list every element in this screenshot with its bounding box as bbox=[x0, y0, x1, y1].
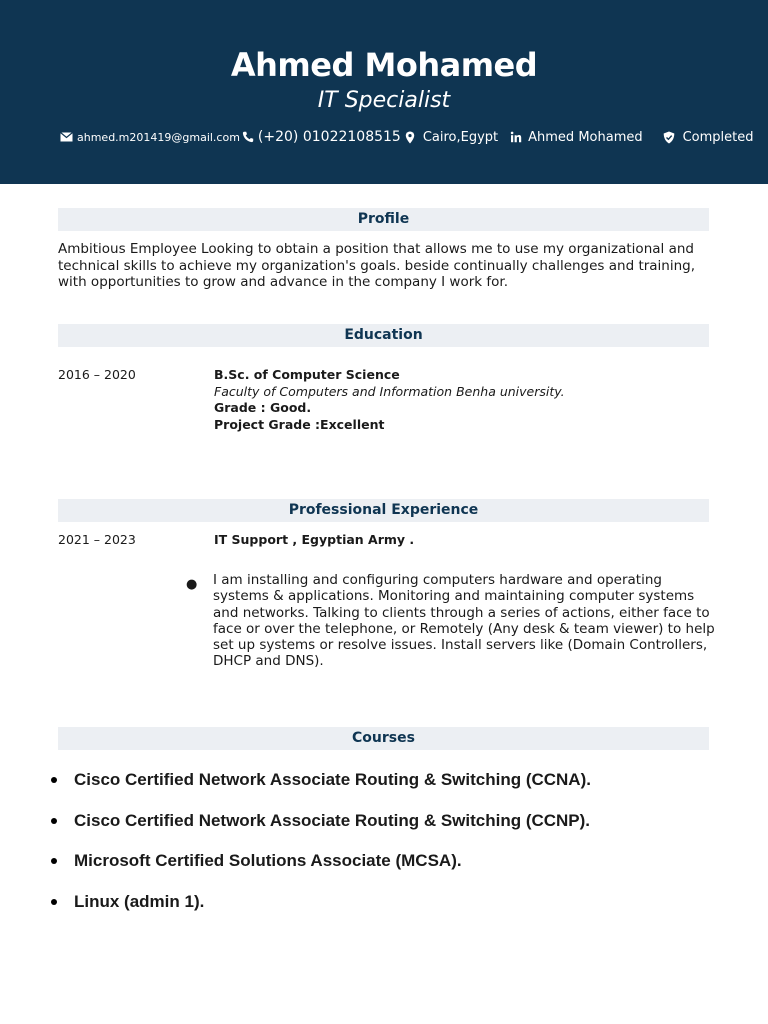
location-text: Cairo,Egypt bbox=[422, 129, 499, 145]
list-item bbox=[48, 770, 591, 811]
envelope-icon bbox=[60, 132, 73, 142]
profile-heading: Profile bbox=[58, 208, 709, 231]
courses-heading: Courses bbox=[58, 727, 709, 750]
phone-text: (+20) 01022108515 bbox=[257, 129, 401, 145]
contact-linkedin[interactable] bbox=[510, 130, 642, 145]
education-degree: B.Sc. of Computer Science bbox=[214, 367, 400, 382]
experience-description: I am installing and configuring computers hardware and operating systems & applications. Monitoring and maintaining computer systems and networks. Talking to clients through a series of actions, either face to face or over the telephone, or Remotely (Any desk & team viewer) to help set up systems or resolve issues. Install servers like (Domain Controllers, DHCP and DNS). bbox=[213, 572, 715, 670]
course-name: Microsoft Certified Solutions Associate (MCSA). bbox=[74, 851, 462, 870]
bullet-icon: ● bbox=[186, 577, 198, 592]
list-item bbox=[48, 811, 591, 852]
education-date: 2016 – 2020 bbox=[58, 367, 136, 382]
contact-email[interactable] bbox=[60, 131, 240, 144]
education-project-grade: Project Grade :Excellent bbox=[214, 416, 385, 432]
contact-phone[interactable] bbox=[242, 129, 401, 145]
education-heading: Education bbox=[58, 324, 709, 347]
bullet-icon bbox=[51, 777, 57, 783]
military-status-text: Completed bbox=[682, 129, 754, 145]
phone-icon bbox=[242, 131, 254, 143]
contact-military-status bbox=[663, 130, 754, 145]
experience-date: 2021 – 2023 bbox=[58, 532, 136, 547]
linkedin-text: Ahmed Mohamed bbox=[528, 129, 643, 145]
bullet-icon bbox=[51, 899, 57, 905]
course-name: Cisco Certified Network Associate Routing & Switching (CCNA). bbox=[74, 770, 591, 789]
list-item bbox=[48, 892, 591, 933]
location-pin-icon bbox=[405, 131, 415, 144]
experience-role: IT Support , Egyptian Army . bbox=[214, 532, 415, 547]
shield-icon bbox=[663, 131, 675, 144]
candidate-name: Ahmed Mohamed bbox=[230, 46, 538, 84]
linkedin-icon bbox=[510, 131, 522, 143]
resume-header bbox=[0, 0, 768, 184]
experience-heading: Professional Experience bbox=[58, 499, 709, 522]
education-faculty: Faculty of Computers and Information Benha university. bbox=[214, 383, 565, 399]
bullet-icon bbox=[51, 858, 57, 864]
profile-text: Ambitious Employee Looking to obtain a position that allows me to use my organizational and technical skills to achieve my organization's goals. beside continually challenges and training, with opportunities to grow and advance in the company I work for. bbox=[58, 241, 696, 290]
contact-bar bbox=[60, 127, 754, 147]
job-title: IT Specialist bbox=[317, 88, 451, 113]
contact-location bbox=[405, 130, 498, 145]
bullet-icon bbox=[51, 818, 57, 824]
courses-list bbox=[48, 770, 591, 932]
email-text: ahmed.m201419@gmail.com bbox=[77, 130, 240, 144]
course-name: Cisco Certified Network Associate Routing & Switching (CCNP). bbox=[74, 810, 591, 830]
education-grade: Grade : Good. bbox=[214, 400, 312, 415]
course-name: Linux (admin 1). bbox=[74, 891, 205, 911]
list-item bbox=[48, 851, 591, 892]
education-details bbox=[214, 367, 565, 433]
